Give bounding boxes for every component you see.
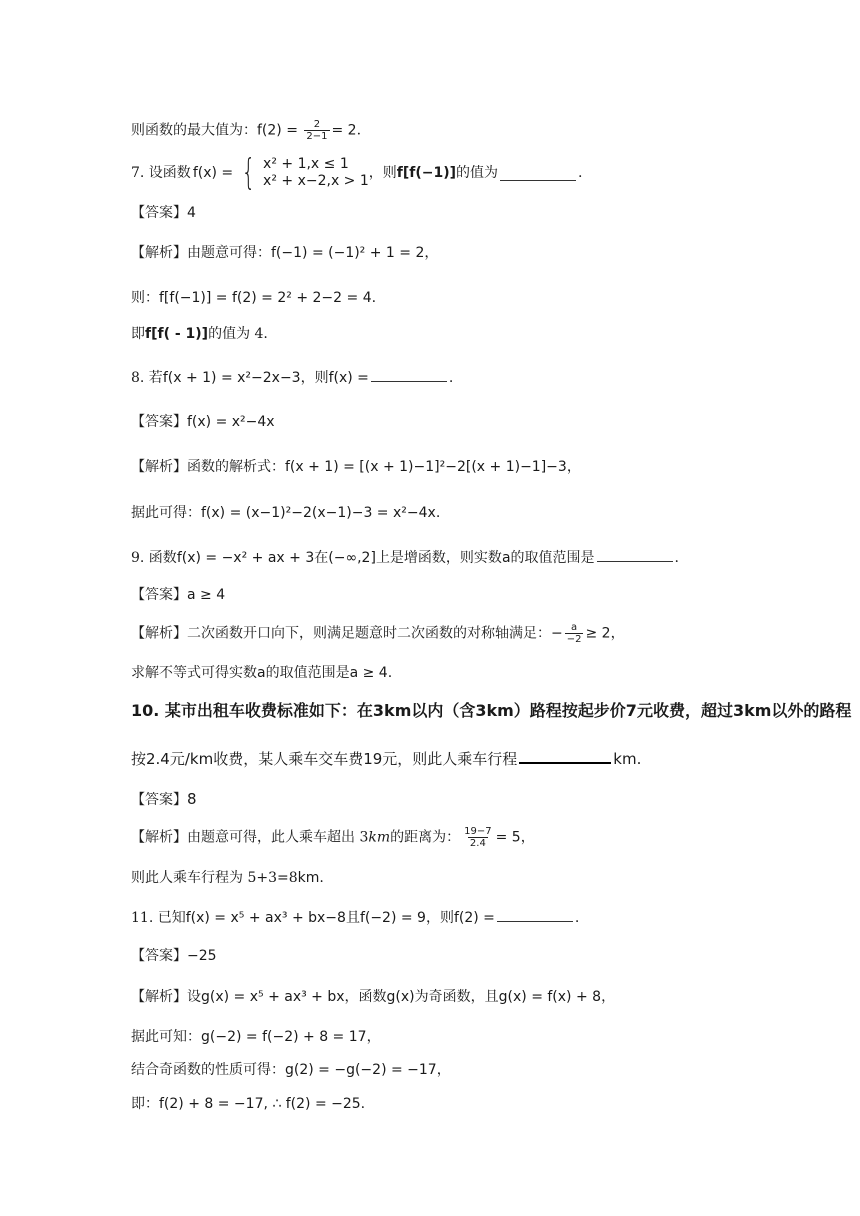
math: f(2) = <box>257 122 303 139</box>
text: ， <box>366 1029 381 1045</box>
math: f(−2) = 9 <box>359 910 426 926</box>
text: 【答案】 <box>131 792 187 808</box>
answer-blank <box>500 166 576 181</box>
text: . <box>674 550 679 566</box>
numerator: 19−7 <box>464 826 492 837</box>
text: 【答案】 <box>131 414 187 430</box>
math: f(−1) = (−1)² + 1 = 2 <box>271 245 425 261</box>
math: f(x) = <box>192 165 234 181</box>
text: ，则 <box>368 165 397 181</box>
math: g(x) <box>386 989 415 1005</box>
question-7 <box>131 152 582 194</box>
math: = 5 <box>495 829 521 846</box>
math: g(x) = x⁵ + ax³ + bx <box>201 989 345 1005</box>
answer-line <box>131 789 197 810</box>
case: x² + 1,x ≤ 1 <box>263 156 349 172</box>
question-10 <box>131 699 851 723</box>
fraction <box>304 119 329 142</box>
text: 求解不等式可得实数 <box>131 665 257 681</box>
denominator: 2.4 <box>469 838 486 849</box>
math: 8 <box>187 790 197 808</box>
text: ，函数 <box>344 989 387 1005</box>
analysis-line <box>131 243 438 263</box>
text: 8. 若 <box>131 370 163 386</box>
text: ，则 <box>300 370 329 386</box>
text: ， <box>610 625 625 642</box>
math: f(x + 1) = x²−2x−3 <box>162 370 301 386</box>
text: 11. 已知 <box>131 910 186 926</box>
text-line <box>131 119 361 142</box>
text: 上是增函数，则实数 <box>375 550 502 566</box>
case: x² + x−2,x > 1 <box>263 173 369 189</box>
text: ， <box>566 459 581 475</box>
answer-line <box>131 585 225 605</box>
analysis-line <box>131 987 615 1007</box>
answer-line <box>131 946 217 966</box>
text: . <box>371 290 377 306</box>
math: ≥ 2 <box>585 625 611 642</box>
text: 且 <box>345 910 360 926</box>
text: 【解析】由题意可得： <box>131 245 271 261</box>
analysis-line <box>131 622 625 645</box>
text: 【解析】二次函数开口向下，则满足题意时二次函数的对称轴满足： <box>131 625 551 642</box>
math: f(x) = x²−4x <box>187 414 275 430</box>
denominator: 2−1 <box>306 131 328 142</box>
text-line <box>131 1060 451 1080</box>
math: = 2 <box>331 122 357 139</box>
text: 【答案】 <box>131 587 187 603</box>
text: . <box>448 370 454 386</box>
math: f(x) = <box>328 370 369 386</box>
math: f(x + 1) = [(x + 1)−1]²−2[(x + 1)−1]−3 <box>285 459 567 475</box>
answer-blank <box>597 547 673 562</box>
fraction <box>565 622 584 645</box>
math: g(2) = −g(−2) = −17 <box>285 1062 437 1078</box>
text-line <box>131 1094 365 1114</box>
cases <box>263 156 369 190</box>
text: ， <box>601 989 616 1005</box>
math: f(2) + 8 = −17, ∴ f(2) = −25 <box>159 1096 361 1112</box>
math: 4 <box>187 205 196 221</box>
text: . <box>578 165 583 181</box>
math: − <box>551 625 563 642</box>
text: ，则 <box>425 910 454 926</box>
text: 的距离为： <box>390 829 461 846</box>
math: f[f(−1)] <box>396 165 457 181</box>
math: f(x) = −x² + ax + 3 <box>176 550 315 566</box>
math: a ≥ 4 <box>349 665 388 681</box>
text: 则： <box>131 290 159 306</box>
text: 按2.4元/km收费，某人乘车交车费19元，则此人乘车行程 <box>131 750 518 768</box>
text-line <box>131 663 392 683</box>
question-10-cont <box>131 748 641 770</box>
text-line <box>131 503 440 523</box>
text: 9. 函数 <box>131 550 177 566</box>
text: . <box>387 665 393 681</box>
question-8 <box>131 367 453 388</box>
text: . <box>319 870 324 886</box>
math: a <box>501 550 511 566</box>
text: 10. 某市出租车收费标准如下：在3km以内（含3km）路程按起步价7元收费，超过3km以外的路程 <box>131 701 852 720</box>
math: f[f( - 1)] <box>145 326 209 342</box>
text-line <box>131 288 376 308</box>
text: ， <box>520 829 535 846</box>
answer-line <box>131 412 275 432</box>
question-9 <box>131 547 679 568</box>
answer-blank <box>497 907 573 922</box>
text-line <box>131 868 324 888</box>
text: 即： <box>131 1096 159 1112</box>
text: . <box>574 910 580 926</box>
text: 的值为 4. <box>208 326 268 342</box>
analysis-line <box>131 826 535 849</box>
text: 即 <box>131 326 145 342</box>
fraction <box>462 826 493 849</box>
math: f[f(−1)] = f(2) = 2² + 2−2 = 4 <box>159 290 372 306</box>
text: 的取值范围是 <box>265 665 350 681</box>
text: 为奇函数，且 <box>414 989 499 1005</box>
text: . <box>435 505 441 521</box>
question-11 <box>131 907 579 928</box>
text: ， <box>424 245 439 261</box>
text: 的取值范围是 <box>510 550 595 566</box>
text: . <box>360 1096 366 1112</box>
numerator: 2 <box>313 119 321 130</box>
text: 的值为 <box>456 165 499 181</box>
math: g(−2) = f(−2) + 8 = 17 <box>201 1029 367 1045</box>
text-line <box>131 324 268 344</box>
text: 则函数的最大值为： <box>131 122 257 139</box>
text: 【答案】 <box>131 948 187 964</box>
math: g(x) = f(x) + 8 <box>498 989 602 1005</box>
answer-blank <box>371 367 447 382</box>
text: 据此可得： <box>131 505 201 521</box>
text: 【解析】设 <box>131 989 201 1005</box>
piecewise-function <box>237 152 369 193</box>
math: f(2) = <box>453 910 495 926</box>
unit: km <box>368 829 391 846</box>
text: 7. 设函数 <box>131 165 191 181</box>
analysis-line <box>131 457 581 477</box>
answer-blank <box>519 748 611 764</box>
text: 【解析】函数的解析式： <box>131 459 285 475</box>
math: f(x) = x⁵ + ax³ + bx−8 <box>185 910 346 926</box>
text: 【解析】由题意可得，此人乘车超出 3 <box>131 829 369 846</box>
text: . <box>356 122 362 139</box>
math: −25 <box>187 948 217 964</box>
text: 据此可知： <box>131 1029 201 1045</box>
text: km. <box>613 750 642 768</box>
text: 结合奇函数的性质可得： <box>131 1062 285 1078</box>
math: f(x) = (x−1)²−2(x−1)−3 = x²−4x <box>201 505 436 521</box>
math: (−∞,2] <box>328 550 376 566</box>
brace-icon: { <box>241 152 256 193</box>
numerator: a <box>571 622 578 633</box>
answer-line <box>131 203 196 223</box>
text: ， <box>436 1062 451 1078</box>
text: 【答案】 <box>131 205 187 221</box>
denominator: −2 <box>566 634 582 645</box>
text: 则此人乘车行程为 5+3=8 <box>131 870 298 886</box>
math: a ≥ 4 <box>187 587 226 603</box>
math: a <box>257 665 266 681</box>
math: km <box>297 870 320 886</box>
text: 在 <box>314 550 329 566</box>
text-line <box>131 1027 381 1047</box>
